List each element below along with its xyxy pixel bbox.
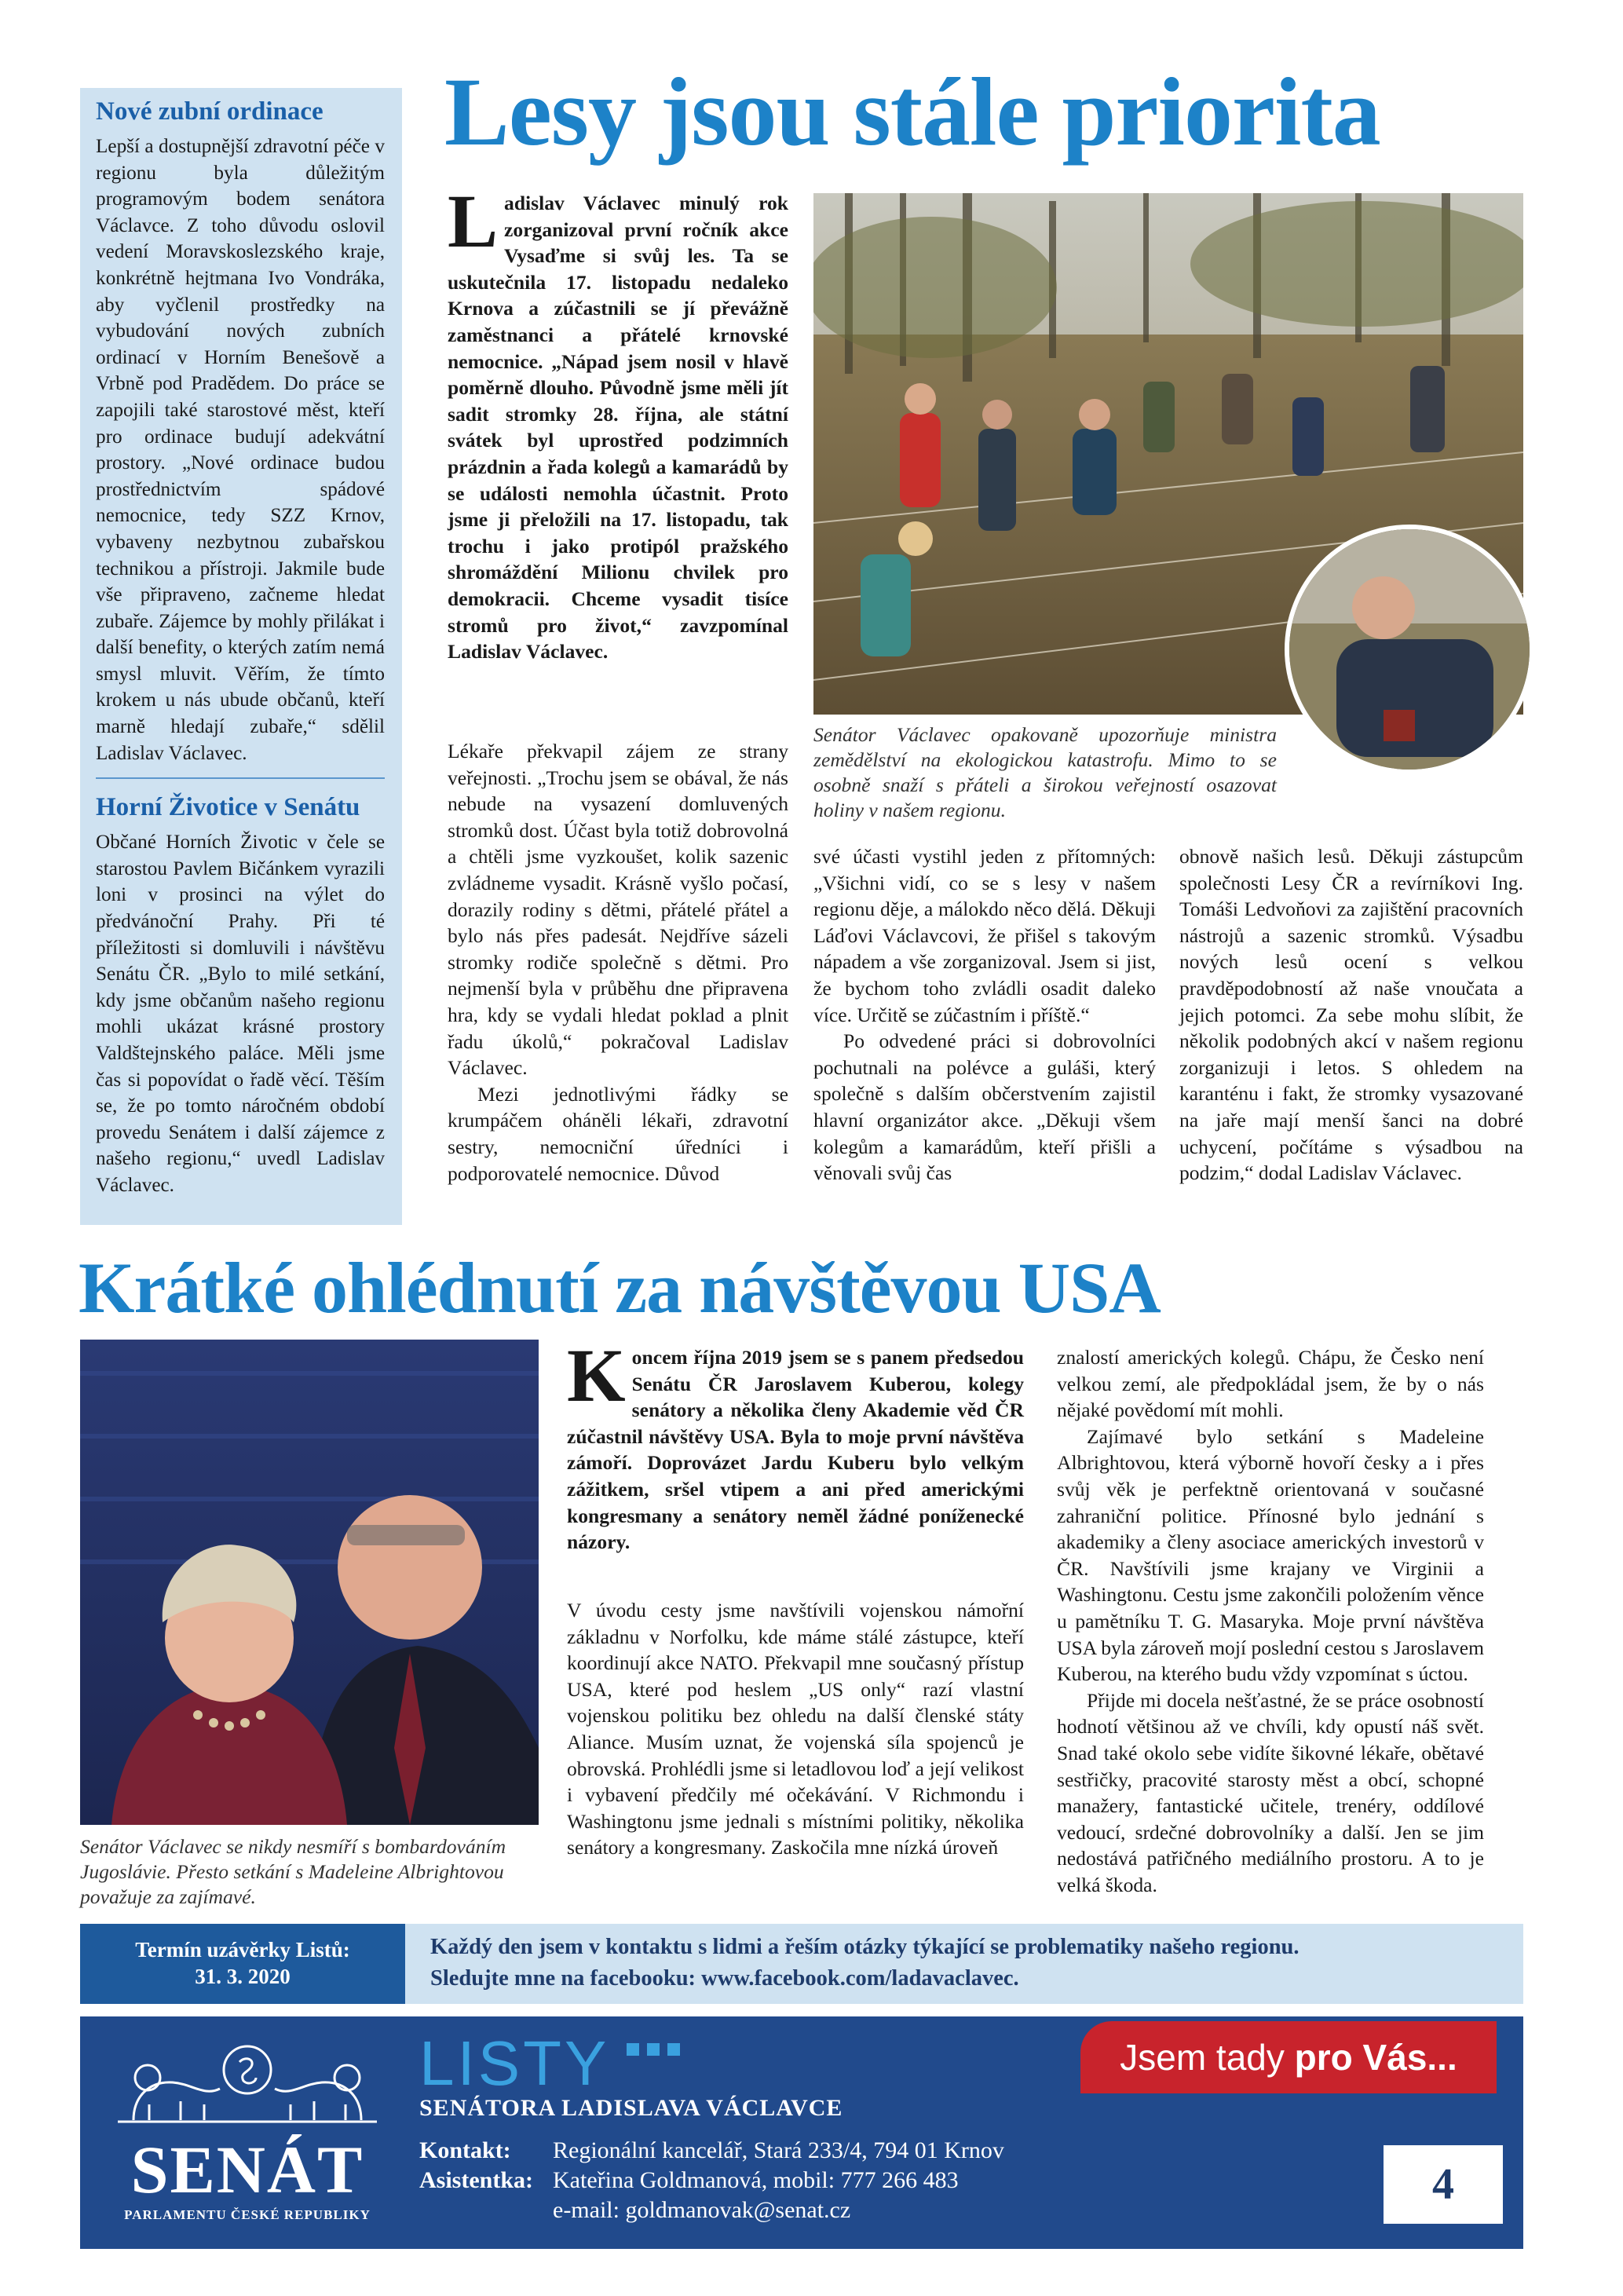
contact-label: Kontakt: xyxy=(419,2137,511,2163)
inset-round-photo xyxy=(1285,525,1534,774)
senat-lions-emblem-icon xyxy=(102,2034,393,2128)
article2-headline: Krátké ohlédnutí za návštěvou USA xyxy=(79,1248,1161,1328)
page-number: 4 xyxy=(1384,2145,1503,2224)
article1-col3 xyxy=(1179,843,1523,1186)
article1-col2-p1: své účasti vystihl jeden z přítomných: „Všichni vidí, co se s lesy v našem regionu děje, a málokdo něco dělá. Děkuji Láďovi Václavcovi, že přišel s takovým nápadem a vše zorganizoval. Jsem si jist, že bychom toho zvládli osadit daleko více. Určitě se zúčastním i příště.“ xyxy=(813,845,1156,1026)
sidebar-divider xyxy=(96,777,385,779)
listy-dots-decoration xyxy=(627,2043,683,2056)
article2-lead: oncem října 2019 jsem se s panem předsedou Senátu ČR Jaroslavem Kuberou, kolegy senátory a několika členy Akademie věd ČR zúčastnil návštěvy USA. Byla to moje první návštěva zámoří. Doprovázet Jardu Kuberu bylo velkým zážitkem, sršel vtipem a ani před americkými kongresmany a senátory neměl žádné poníženecké názory. xyxy=(567,1346,1024,1554)
article1-col1-p2: Mezi jednotlivými řádky se krumpáčem oháněli lékaři, zdravotní sestry, nemocniční úředníci i podporovatelé nemocnice. Důvod xyxy=(448,1082,788,1185)
article2-col2 xyxy=(1057,1344,1484,1898)
slogan-badge xyxy=(1080,2021,1497,2093)
article1-col1 xyxy=(448,738,788,1186)
albright-meeting-illustration xyxy=(80,1340,539,1825)
facebook-line2: Sledujte mne na facebooku: www.facebook.com/ladavaclavec. xyxy=(430,1966,1019,1991)
deadline-date: 31. 3. 2020 xyxy=(195,1965,291,1988)
assistant-email[interactable]: e-mail: goldmanovak@senat.cz xyxy=(553,2197,851,2223)
deadline-label: Termín uzávěrky Listů: xyxy=(135,1938,350,1961)
assistant-info: Kateřina Goldmanová, mobil: 777 266 483 xyxy=(553,2167,959,2193)
article2-dropcap: K xyxy=(567,1333,626,1417)
usa-visit-photo xyxy=(80,1340,539,1825)
senat-logo xyxy=(102,2034,393,2230)
senat-logo-text: SENÁT xyxy=(130,2132,364,2207)
sidebar-section2-body: Občané Horních Životic v čele se starostou Pavlem Bičánkem vyrazili loni v prosinci na výlet do předvánoční Prahy. Při té příležitosti si domluvili i návštěvu Senátu ČR. „Bylo to milé setkání, kdy jsme občanům našeho regionu mohli ukázat krásné prostory Valdštejnského paláce. Měli jsme čas si popovídat o řadě věcí. Těším se, že po tomto náročném období provedu Senátem i další zájemce z našeho regionu,“ uvedl Ladislav Václavec. xyxy=(96,832,385,1196)
senat-logo-subtitle: PARLAMENTU ČESKÉ REPUBLIKY xyxy=(124,2207,371,2222)
sidebar-section1-title: Nové zubní ordinace xyxy=(96,97,324,126)
article1-col1-p1: Lékaře překvapil zájem ze strany veřejnosti. „Trochu jsem se obával, že nás nebude na vysazení domluvených stromků dost. Účast byla totiž dobrovolná a chtěli jsme vyzkoušet, kolik sazenic zvládneme vysadit. Krásně vyšlo počasí, dorazily rodiny s dětmi, přátelé přátel a bylo nás přes padesát. Nejdříve sázeli stromky rodiče společně s dětmi. Pro nejmenší byla v průběhu dne připravena hra, kdy se vydali hledat poklad a plnit řadu úkolů,“ pokračoval Ladislav Václavec. xyxy=(448,740,788,1080)
assistant-label: Asistentka: xyxy=(419,2167,534,2193)
article1-photo-caption: Senátor Václavec opakovaně upozorňuje ministra zemědělství na ekologickou katastrofu. Mimo to se osobně snaží s přáteli a širokou veřejností osazovat holiny v našem regionu. xyxy=(813,723,1277,821)
deadline-box xyxy=(80,1924,405,2004)
article2-col1 xyxy=(567,1597,1024,1861)
article2-lead-block xyxy=(567,1333,1024,1556)
sidebar-section1-body: Lepší a dostupnější zdravotní péče v regionu byla důležitým programovým bodem senátora Václavce. Z toho důvodu oslovil vedení Moravskoslezského kraje, konkrétně hejtmana Ivo Vondráka, aby vyčlenil prostředky na vybudování nových zubních ordinací v Horním Benešově a Vrbně pod Pradědem. Do práce se zapojili také starostové měst, kteří pro ordinace budují adekvátní prostory. „Nové ordinace budou prostřednictvím spádové nemocnice, tedy SZZ Krnov, vybaveny nezbytnou zubařskou technikou a přístroji. Jakmile bude vše připraveno, začneme hledat zubaře. Zájemce by mohly přilákat i další benefity, o kterých zatím nemá smysl mluvit. Věřím, že tímto krokem u nás ubude občanů, kteří marně hledají zubaře,“ sdělil Ladislav Václavec. xyxy=(96,136,385,764)
article2-col2-p2: Zajímavé bylo setkání s Madeleine Albrightovou, která výborně hovoří česky a i přes svůj věk je perfektně orientovaná v současné zahraniční politice. Přínosné bylo jednání s akademiky a členy asociace amerických investorů v ČR. Navštívili jsme krajany ve Virginii a Washingtonu. Cestu jsme zakončili položením věnce u pamětníku T. G. Masaryka. Moje první návštěva USA byla zároveň mojí poslední cestou s Jaroslavem Kuberou, na kterého budu vždy vzpomínat s úctou. xyxy=(1057,1424,1484,1686)
contact-block xyxy=(419,2136,1110,2225)
email-row xyxy=(419,2195,1110,2225)
article1-col3-p1: obnově našich lesů. Děkuji zástupcům společnosti Lesy ČR a revírníkovi Ing. Tomáši Ledvoňovi za zajištění pracovních nástrojů a sazenic stromků. Výsadbu nových lesů ocení s velkou pravděpodobností až naše vnoučata a jejich potomci. Za sebe mohu slíbit, že několik podobných akcí v našem regionu zorganizuji i letos. S ohledem na karanténu i fakt, že stromky vysazované na jaře mají menší šanci na dobré uchycení, počítáme s výsadbou na podzim,“ dodal Ladislav Václavec. xyxy=(1179,845,1523,1185)
article1-col2-p2: Po odvedené práci si dobrovolníci pochutnali na polévce a guláši, který společně s dalším občerstvením zajistil hlavní organizátor akce. „Děkuji všem kolegům a kamarádům, kteří přišli a věnovali svůj čas xyxy=(813,1029,1156,1185)
facebook-line1: Každý den jsem v kontaktu s lidmi a řeším otázky týkající se problematiky našeho regionu. xyxy=(430,1935,1299,1959)
contact-address: Regionální kancelář, Stará 233/4, 794 01 Krnov xyxy=(553,2137,1004,2163)
senator-planting-illustration xyxy=(1289,529,1530,770)
article2-col1-p1: V úvodu cesty jsme navštívili vojenskou námořní základnu v Norfolku, kde máme stálé zástupce, kteří koordinují akce NATO. Překvapil mne současný přístup USA, které pod heslem „US only“ razí vlastní vojenskou politiku bez ohledu na další členské státy Aliance. Musím uznat, že vojenská síla spojenců je obrovská. Prohlédli jsme si letadlovou loď a její velikost i vybavení předčily mé očekávání. V Richmondu i Washingtonu jsme jednali s místními politiky, několika senátory a kongresmany. Zaskočila mne nízká úroveň xyxy=(567,1599,1024,1859)
article1-lead: adislav Václavec minulý rok zorganizoval první ročník akce Vysaďme si svůj les. Ta se uskutečnila 17. listopadu nedaleko Krnova a zúčastnili se jí převážně zaměstnanci a přátelé krnovské nemocnice. „Nápad jsem nosil v hlavě poměrně dlouho. Původně jsme měli jít sadit stromky 28. října, ale státní svátek byl uprostřed podzimních prázdnin a řada kolegů a kamarádů by se události nemohla účastnit. Proto jsme ji přeložili na 17. listopadu, tak trochu i jako protipól pražského shromáždění Milionu chvilek pro demokracii. Chceme vysadit tisíce stromů pro život,“ zavzpomínal Ladislav Václavec. xyxy=(448,192,788,664)
article2-col2-p3: Přijde mi docela nešťastné, že se práce osobností hodnotí většinou až ve chvíli, kdy opustí náš svět. Snad také okolo sebe vidíte šikovné lékaře, obětavé sestřičky, pracovité starosty měst a obcí, schopné manažery, fantastické učitele, trenéry, oddílové vedoucí, srdečné dobrovolníky a další. Jen se jim nedostává patřičného mediálního prostoru. A to je velká škoda. xyxy=(1057,1688,1484,1896)
listy-subtitle: SENÁTORA LADISLAVA VÁCLAVCE xyxy=(419,2095,843,2121)
slogan-regular: Jsem tady xyxy=(1120,2037,1295,2078)
assistant-row xyxy=(419,2166,1110,2195)
sidebar-box xyxy=(80,88,402,1225)
facebook-text xyxy=(430,1932,1514,1994)
article2-photo-caption: Senátor Václavec se nikdy nesmíří s bombardováním Jugoslávie. Přesto setkání s Madeleine Albrightovou považuje za zajímavé. xyxy=(80,1835,506,1908)
dots-icon xyxy=(627,2043,683,2056)
article2-col2-p1: znalostí amerických kolegů. Chápu, že Česko není velkou zemí, ale předpokládal jsem, že by o nás nějaké povědomí mít mohli. xyxy=(1057,1346,1484,1422)
article1-col2 xyxy=(813,843,1156,1186)
article1-dropcap: L xyxy=(448,179,499,263)
article1-lead-block xyxy=(448,179,788,665)
article1-headline: Lesy jsou stále priorita xyxy=(444,58,1380,166)
listy-title: LISTY xyxy=(419,2028,610,2098)
contact-row xyxy=(419,2136,1110,2166)
sidebar-section2-title: Horní Životice v Senátu xyxy=(96,793,360,822)
slogan-bold: pro Vás... xyxy=(1294,2037,1457,2078)
